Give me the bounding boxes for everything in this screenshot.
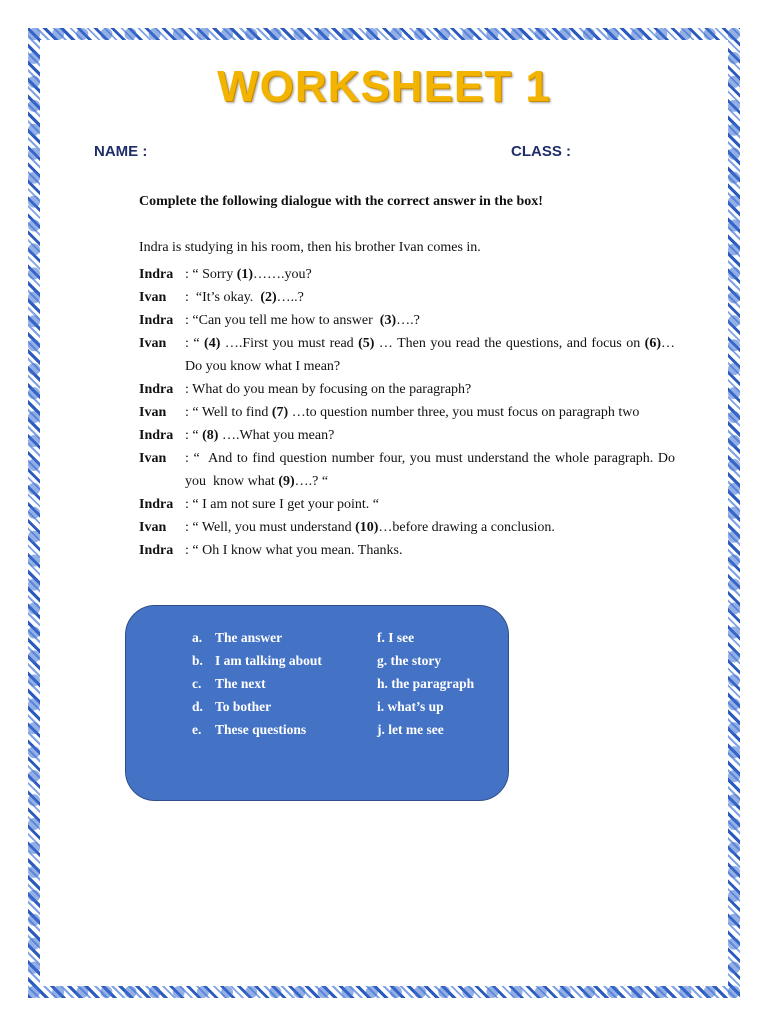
answer-option: g. the story: [377, 653, 442, 668]
answer-option: i. what’s up: [377, 699, 444, 714]
dialogue-line: [139, 263, 675, 286]
dialogue-line: [139, 516, 675, 539]
options-right-column: [377, 628, 474, 743]
option-text: I am talking about: [215, 653, 322, 668]
option-letter: a.: [192, 630, 203, 645]
dialogue-line: [139, 424, 675, 447]
class-label: CLASS :: [511, 143, 571, 160]
instruction-text: Complete the following dialogue with the correct answer in the box!: [139, 194, 543, 209]
option-letter: e.: [192, 722, 202, 737]
speaker-name: Ivan: [139, 290, 167, 305]
dialogue-line: [139, 309, 675, 332]
dialogue-line: [139, 401, 675, 424]
speaker-name: Indra: [139, 497, 174, 512]
speech-text: : “ Oh I know what you mean. Thanks.: [185, 543, 403, 558]
speech-text: : “Can you tell me how to answer (3)….?: [185, 313, 420, 328]
dialogue-line: [139, 493, 675, 516]
name-label: NAME :: [94, 143, 148, 160]
speaker-name: Ivan: [139, 336, 167, 351]
answer-option: h. the paragraph: [377, 676, 475, 691]
answer-option: [192, 674, 322, 697]
option-letter: d.: [192, 699, 203, 714]
speech-text: : “ (4) ….First you must read (5) … Then you read the questions, and focus on (6)… Do you know what I mean?: [185, 336, 675, 374]
answer-option: [192, 697, 322, 720]
speech-text: : “ (8) ….What you mean?: [185, 428, 335, 443]
answer-option: [192, 651, 322, 674]
answer-option: j. let me see: [377, 722, 444, 737]
option-text: To bother: [215, 699, 272, 714]
speech-text: : “ Sorry (1)…….you?: [185, 267, 312, 282]
speaker-name: Indra: [139, 428, 174, 443]
answer-option: f. I see: [377, 630, 415, 645]
speaker-name: Indra: [139, 382, 174, 397]
intro-text: Indra is studying in his room, then his brother Ivan comes in.: [139, 240, 481, 255]
option-letter: b.: [192, 653, 203, 668]
option-text: The answer: [215, 630, 283, 645]
dialogue-line: [139, 539, 675, 562]
speech-text: : “ I am not sure I get your point. “: [185, 497, 380, 512]
speaker-name: Ivan: [139, 405, 167, 420]
dialogue: [139, 263, 675, 562]
speaker-name: Ivan: [139, 520, 167, 535]
speaker-name: Indra: [139, 313, 174, 328]
answer-option: [192, 720, 322, 743]
option-text: The next: [215, 676, 266, 691]
answer-option: [192, 628, 322, 651]
speaker-name: Indra: [139, 543, 174, 558]
answer-box: [125, 605, 509, 801]
dialogue-line: [139, 378, 675, 401]
dialogue-line: [139, 286, 675, 309]
speech-text: : “ And to find question number four, you must understand the whole paragraph. Do you know what (9)….? “: [185, 451, 675, 489]
worksheet-title: WORKSHEET 1: [217, 62, 551, 111]
speech-text: : What do you mean by focusing on the paragraph?: [185, 382, 472, 397]
option-text: These questions: [215, 722, 307, 737]
speech-text: : “ Well, you must understand (10)…before drawing a conclusion.: [185, 520, 555, 535]
speaker-name: Ivan: [139, 451, 167, 466]
speech-text: : “ Well to find (7) …to question number three, you must focus on paragraph two: [185, 405, 640, 420]
options-left-column: [192, 628, 322, 743]
option-letter: c.: [192, 676, 202, 691]
dialogue-line: [139, 332, 675, 378]
speech-text: : “It’s okay. (2)…..?: [185, 290, 304, 305]
speaker-name: Indra: [139, 267, 174, 282]
dialogue-line: [139, 447, 675, 493]
